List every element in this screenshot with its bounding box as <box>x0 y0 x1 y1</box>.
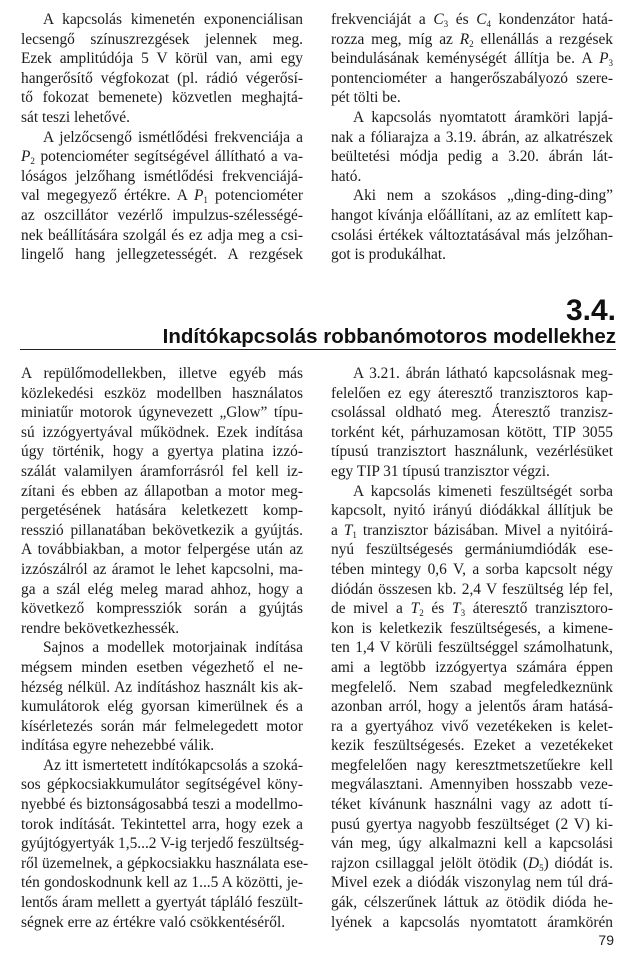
text-line: nak a fóliarajza a 3.19. ábrán, az alkatrészek <box>331 128 613 146</box>
text-line: Mivel ezek a diódák viszonylag nem túl drá- <box>331 874 613 892</box>
section-title: Indítókapcsolás robbanómotoros modellekhez <box>162 325 616 348</box>
text-line <box>21 147 303 167</box>
text-line: kapcsolt, nyitó irányú diódákkal állítjuk be <box>331 502 613 520</box>
text-line: kumulátorok elég gyorsan kimerülnek és a <box>21 698 303 716</box>
text-line: egy TIP 31 típusú tranzisztor végzi. <box>331 462 550 480</box>
subscript: 1 <box>352 529 357 540</box>
page-number: 79 <box>598 932 614 948</box>
text-line: megfelelő. Nem szabad megfeledkeznünk <box>331 678 613 696</box>
subscript: 2 <box>30 156 35 167</box>
text-line: miniatűr motorok úgynevezett „Glow” típu- <box>21 404 303 422</box>
symbol: C <box>476 11 487 28</box>
symbol: R <box>459 30 470 48</box>
text-line: sos gépkocsiakkumulátor segítségével köny- <box>21 776 303 794</box>
text-line: lingelő hang jellegzetességét. A rezgések <box>21 246 303 264</box>
text-line: Ezek amplitúdója 5 V körül van, ami egy <box>21 50 303 68</box>
paragraph <box>21 638 303 756</box>
subscript: 2 <box>419 608 424 619</box>
text-line <box>331 521 613 541</box>
paragraph <box>21 10 303 128</box>
text-line: lentős áram mellett a gyertyát tápláló feszült- <box>21 894 303 912</box>
paragraph <box>331 186 613 264</box>
text-line: nyebbé és biztonságosabbá teszi a modellmo- <box>21 796 303 814</box>
text-line: gák, célszerűnek láttuk az ötödik dióda he- <box>331 894 613 912</box>
symbol: P <box>194 187 204 205</box>
text-run: kondenzátor hatá- <box>490 11 613 28</box>
text-line: kon is keletkezik feszültségesés, a kimene- <box>331 619 613 637</box>
text-line: ről üzemelnek, a gépkocsiakku használata ese- <box>21 854 309 872</box>
text-line: ra a gyertyához vivő vezetékeken is kelet- <box>331 717 613 735</box>
text-line: ván meg, úgy alkalmazni kell a kapcsolási <box>331 835 613 853</box>
text-line: sát teszi lehetővé. <box>21 108 130 126</box>
section-number: 3.4. <box>565 294 616 327</box>
text-run: val megegyező értékre. A <box>21 187 195 205</box>
paragraph <box>21 128 303 265</box>
text-line: típusú tranzisztort használunk, vezérlésüket <box>331 443 613 461</box>
text-line: gyújtógyertyák 1,5...2 V-ig terjedő feszültség- <box>21 835 304 853</box>
symbol: T <box>343 521 353 539</box>
text-line: A 3.21. ábrán látható kapcsolásnak meg- <box>353 365 613 382</box>
text-line: ható. <box>331 167 362 185</box>
text-run: potenciométer segítségével állítható a va- <box>34 148 303 166</box>
text-line: ten 1,4 V körüli feszültséggel számolhatunk, <box>331 639 613 657</box>
text-line: nek beállítására szolgál és ez adja meg a csi- <box>21 226 303 244</box>
subscript: 1 <box>203 195 208 206</box>
text-run: rozza meg, míg az <box>331 30 460 48</box>
text-line: hangot kívánja előállítani, az az említett kap- <box>331 206 613 224</box>
text-line: kísérletezés során már felmelegedett motor <box>21 717 303 735</box>
text-line: hézség nélkül. Az indításhoz használt kis ak- <box>21 678 303 696</box>
text-line: A jelzőcsengő ismétlődési frekvenciája a <box>43 128 303 146</box>
symbol: T <box>410 600 420 618</box>
text-line: tében mintegy 0,6 V, a sorba kapcsolt négy <box>331 560 613 578</box>
symbol: P <box>599 50 609 68</box>
text-line: zítani és ebben az állapotban a motor meg- <box>21 482 303 500</box>
text-line: kezik feszültségesés. Ezeket a vezetékeket <box>331 737 613 755</box>
text-line: sú izzógyertyával működnek. Ezek indítása <box>21 423 303 441</box>
text-line: hangerősítő végfokozat (pl. rádió végerősí- <box>21 69 303 87</box>
text-line: azonban arról, hogy a jelentős áram hatásá- <box>331 698 613 716</box>
text-line: Az itt ismertetett indítókapcsolás a szoká- <box>43 756 303 774</box>
paragraph <box>21 756 309 932</box>
text-line: lóságos jelzőhang ismétlődési frekvenciájá- <box>21 167 303 185</box>
bottom-left-column <box>21 364 309 932</box>
text-run: áteresztő tranzisztoro- <box>465 600 613 618</box>
text-line: megválasztani. Amennyiben hosszabb veze- <box>331 776 613 794</box>
text-line: got is produkálhat. <box>331 246 446 264</box>
text-line: Sajnos a modellek motorjainak indítása <box>43 639 303 657</box>
text-line: diódán összesen kb. 2,4 V feszültség lép fel, <box>331 580 613 598</box>
paragraph <box>21 364 303 638</box>
text-line: beültetési módja pedig a 3.20. ábrán lát- <box>331 148 613 166</box>
text-run: ellenállás a rezgések <box>473 30 613 48</box>
text-line: A repülőmodellekben, illetve egyéb más <box>21 365 303 382</box>
text-run: beindulásának keménységét állítja be. A <box>331 50 600 68</box>
subscript: 3 <box>460 608 466 619</box>
text-line: mégsem minden esetben végezhető el ne- <box>21 658 303 676</box>
section-divider <box>20 349 616 350</box>
text-run: ) diódát is. <box>543 854 613 872</box>
text-line: lecsengő színuszrezgések jelennek meg. <box>21 30 303 48</box>
text-run: potenciométer <box>207 187 303 205</box>
text-line: A kapcsolás kimenetén exponenciálisan <box>43 11 303 28</box>
text-line: A továbbiakban, a motor felpergése után az <box>21 541 303 559</box>
text-line <box>331 30 613 50</box>
text-line: az oszcillátor vezérlő impulzus-szélességé- <box>21 206 303 224</box>
paragraph <box>331 364 613 482</box>
text-line: felelően ez egy áteresztő tranzisztoros kap- <box>331 384 613 402</box>
subscript: 4 <box>486 19 491 29</box>
text-line: csolással oldható meg. Áteresztő tranzisz- <box>331 404 613 422</box>
bottom-right-column <box>331 364 613 932</box>
text-line: ami a legtöbb izzógyertya számára éppen <box>331 658 613 676</box>
text-line: közlekedési eszköz modellben használatos <box>21 384 303 402</box>
text-line: torként két, párhuzamosan kötött, TIP 3055 <box>331 423 613 441</box>
top-left-column <box>21 10 303 265</box>
text-line: pét tölti be. <box>331 89 401 107</box>
text-line: rendre bekövetkezhessék. <box>21 619 180 637</box>
text-line: ga a szál elég meleg marad ahhoz, hogy a <box>21 580 303 598</box>
text-line: pergetésének hatására keletkezett komp- <box>21 502 303 520</box>
text-line: tén gondoskodnunk kell az 1...5 A közötti, je- <box>21 874 303 892</box>
paragraph <box>331 482 613 933</box>
text-line <box>331 854 613 874</box>
text-line: resszió pillanatában bekövetkezik a gyújtás. <box>21 521 303 539</box>
text-line: nyú feszültségesés germániumdiódák ese- <box>331 541 613 559</box>
text-run: tranzisztor bázisában. Mivel a nyitóirá- <box>356 521 613 539</box>
text-line: következő kompressziók során a gyújtás <box>21 600 303 618</box>
subscript: 2 <box>469 38 474 49</box>
text-line: Aki nem a szokásos „ding-ding-ding” <box>353 187 613 205</box>
text-line: indítása egyre nehezebbé válik. <box>21 737 215 755</box>
text-line: ségnek erre az értékre való csökkentéséről. <box>21 913 286 931</box>
text-line <box>21 186 303 206</box>
text-line <box>331 49 613 69</box>
top-right-column <box>331 10 613 265</box>
subscript: 3 <box>608 58 613 69</box>
text-run: és <box>423 600 452 618</box>
symbol: T <box>452 600 461 618</box>
subscript: 3 <box>443 19 449 29</box>
subscript: 5 <box>539 862 544 873</box>
symbol: C <box>433 11 444 28</box>
symbol: P <box>21 148 31 166</box>
text-line: pontenciométer a hangerőszabályozó szere- <box>331 69 613 87</box>
text-line: A kapcsolás kimeneti feszültségét sorba <box>353 482 613 500</box>
text-run: frekvenciáját a <box>331 11 434 28</box>
text-run: és <box>448 11 477 28</box>
text-run: rajzon csillaggal jelölt ötödik ( <box>331 854 528 872</box>
text-line: A kapcsolás nyomtatott áramköri lapjá- <box>353 108 613 126</box>
text-line: csolási értékek változtatásával más jelzőhan- <box>331 226 613 244</box>
text-line: torok indítását. Tekintettel arra, hogy ezek a <box>21 815 303 833</box>
text-line: tő fokozat bemenete) közvetlen meghajtá- <box>21 89 303 107</box>
text-line: lyének a kapcsolás nyomtatott áramkörén <box>331 913 613 931</box>
symbol: D <box>527 854 540 872</box>
text-line: téket kívánunk használni vagy az adott tí- <box>331 796 613 814</box>
text-line: megfelelően nagy keresztmetszetűekre kell <box>331 756 613 774</box>
text-run: de mivel a <box>331 600 411 618</box>
text-line <box>331 10 613 30</box>
text-line <box>331 599 613 619</box>
text-line: izzószálról az áramot le lehet kapcsolni, ma- <box>21 560 303 578</box>
text-line: pusú gyertya nagyobb feszültséget (2 V) ki- <box>331 815 613 833</box>
text-line: úgy történik, hogy a gyertya platina izzó- <box>21 443 303 461</box>
paragraph <box>331 108 613 186</box>
text-line: szálát valamilyen áramforrásról fel kell iz- <box>21 462 303 480</box>
paragraph <box>331 10 613 108</box>
text-run: a <box>331 521 344 539</box>
